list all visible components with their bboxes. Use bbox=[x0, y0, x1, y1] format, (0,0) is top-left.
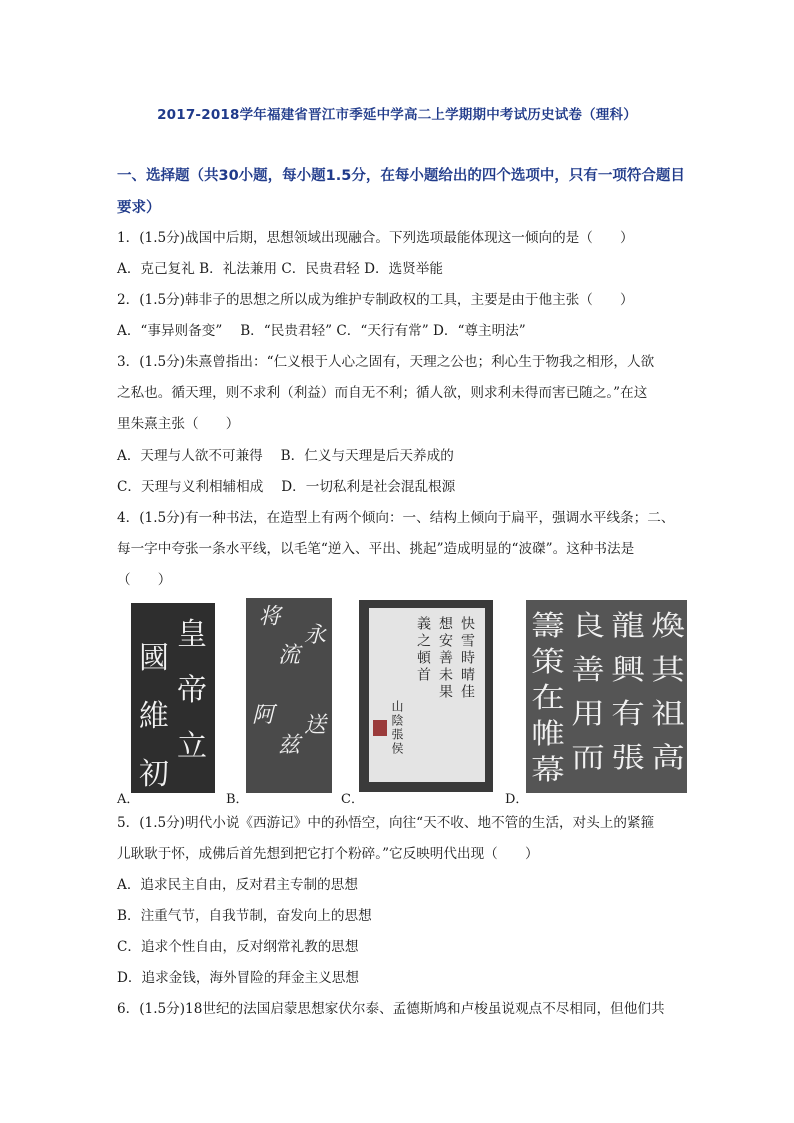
question-5-stem-line-2: 儿耿耿于怀，成佛后首先想到把它打个粉碎。”它反映明代出现（ ） bbox=[117, 846, 539, 862]
question-3-stem-line-1: 3．(1.5分)朱熹曾指出：“仁义根于人心之固有，天理之公也；利心生于物我之相形，人欲 bbox=[117, 354, 655, 370]
calligraphy-image-a bbox=[131, 603, 215, 793]
image-c-column: 快雪時晴佳 bbox=[459, 616, 475, 701]
image-d-char: 興 bbox=[611, 653, 645, 686]
image-d-char: 用 bbox=[571, 697, 605, 730]
image-a-char: 國 bbox=[139, 641, 169, 676]
question-5-option-d: D．追求金钱，海外冒险的拜金主义思想 bbox=[117, 970, 359, 986]
image-d-char: 策 bbox=[531, 645, 565, 678]
question-3-stem-line-3: 里朱熹主张（ ） bbox=[117, 416, 240, 432]
image-d-char: 帷 bbox=[531, 717, 565, 750]
question-6-stem-line-1: 6．(1.5分)18世纪的法国启蒙思想家伏尔泰、孟德斯鸠和卢梭虽说观点不尽相同，但他们共 bbox=[117, 1001, 665, 1017]
image-b-char: 永 bbox=[304, 623, 327, 648]
image-a-char: 皇 bbox=[177, 617, 207, 652]
question-5-option-c: C．追求个性自由，反对纲常礼教的思想 bbox=[117, 939, 359, 955]
question-3-options-ab: A．天理与人欲不可兼得 B．仁义与天理是后天养成的 bbox=[117, 448, 454, 464]
question-5-stem-line-1: 5．(1.5分)明代小说《西游记》中的孙悟空，向往“天不收、地不管的生活，对头上的紧箍 bbox=[117, 815, 655, 831]
image-a-char: 初 bbox=[139, 757, 169, 792]
question-5-option-b: B．注重气节，自我节制，奋发向上的思想 bbox=[117, 908, 372, 924]
option-label-c: C． bbox=[341, 792, 364, 807]
image-d-char: 善 bbox=[571, 653, 605, 686]
image-d-char: 而 bbox=[571, 741, 605, 774]
page-title: 2017-2018学年福建省晋江市季延中学高二上学期期中考试历史试卷（理科） bbox=[157, 107, 637, 123]
image-d-char: 幕 bbox=[531, 753, 565, 786]
image-a-char: 立 bbox=[177, 729, 207, 764]
image-b-char: 将 bbox=[255, 604, 280, 626]
image-b-char: 兹 bbox=[278, 733, 301, 758]
image-c-column: 山陰張侯 bbox=[390, 700, 404, 756]
image-b-char: 阿 bbox=[252, 703, 275, 728]
option-label-a: A． bbox=[117, 792, 140, 807]
image-d-char: 祖 bbox=[651, 697, 685, 730]
section-heading: 一、选择题（共30小题，每小题1.5分，在每小题给出的四个选项中，只有一项符合题目要求） bbox=[117, 168, 685, 216]
option-label-b: B． bbox=[226, 792, 249, 807]
image-d-char: 高 bbox=[651, 741, 685, 774]
question-4-stem-line-3: （ ） bbox=[117, 572, 172, 588]
image-b-char: 送 bbox=[304, 713, 327, 738]
question-3-stem-line-2: 之私也。循天理，则不求利（利益）而自无不利；循人欲，则求利未得而害已随之。”在这 bbox=[117, 385, 648, 401]
calligraphy-image-d bbox=[526, 600, 687, 793]
question-4-stem-line-1: 4．(1.5分)有一种书法，在造型上有两个倾向：一、结构上倾向于扁平，强调水平线条；二、 bbox=[117, 510, 675, 526]
image-c-column: 義之頓首 bbox=[415, 616, 431, 684]
image-b-char: 流 bbox=[278, 643, 301, 668]
question-4-stem-line-2: 每一字中夸张一条水平线，以毛笔“逆入、平出、挑起”造成明显的“波磔”。这种书法是 bbox=[117, 541, 635, 557]
question-2-options: A．“事异则备变” B．“民贵君轻” C．“天行有常” D．“尊主明法” bbox=[117, 323, 526, 339]
seal-stamp bbox=[373, 720, 387, 736]
option-label-d: D． bbox=[505, 792, 529, 807]
image-c-column: 想安善未果 bbox=[437, 616, 453, 701]
question-5-option-a: A．追求民主自由，反对君主专制的思想 bbox=[117, 877, 358, 893]
image-d-char: 籌 bbox=[531, 609, 565, 642]
image-a-char: 維 bbox=[139, 699, 169, 734]
question-2-stem: 2．(1.5分)韩非子的思想之所以成为维护专制政权的工具，主要是由于他主张（ ） bbox=[117, 292, 634, 308]
calligraphy-image-c bbox=[359, 600, 493, 792]
calligraphy-image-b bbox=[246, 598, 332, 793]
image-d-char: 龍 bbox=[611, 609, 645, 642]
image-a-char: 帝 bbox=[177, 673, 207, 708]
image-d-char: 張 bbox=[611, 741, 645, 774]
image-d-char: 有 bbox=[611, 697, 645, 730]
question-3-options-cd: C．天理与义利相辅相成 D．一切私利是社会混乱根源 bbox=[117, 479, 456, 495]
image-d-char: 煥 bbox=[651, 609, 685, 642]
image-d-char: 良 bbox=[571, 609, 605, 642]
question-1-stem: 1．(1.5分)战国中后期，思想领域出现融合。下列选项最能体现这一倾向的是（ ） bbox=[117, 230, 634, 246]
image-d-char: 在 bbox=[531, 681, 565, 714]
image-d-char: 其 bbox=[651, 653, 685, 686]
question-1-options: A．克己复礼 B．礼法兼用 C．民贵君轻 D．选贤举能 bbox=[117, 261, 443, 277]
